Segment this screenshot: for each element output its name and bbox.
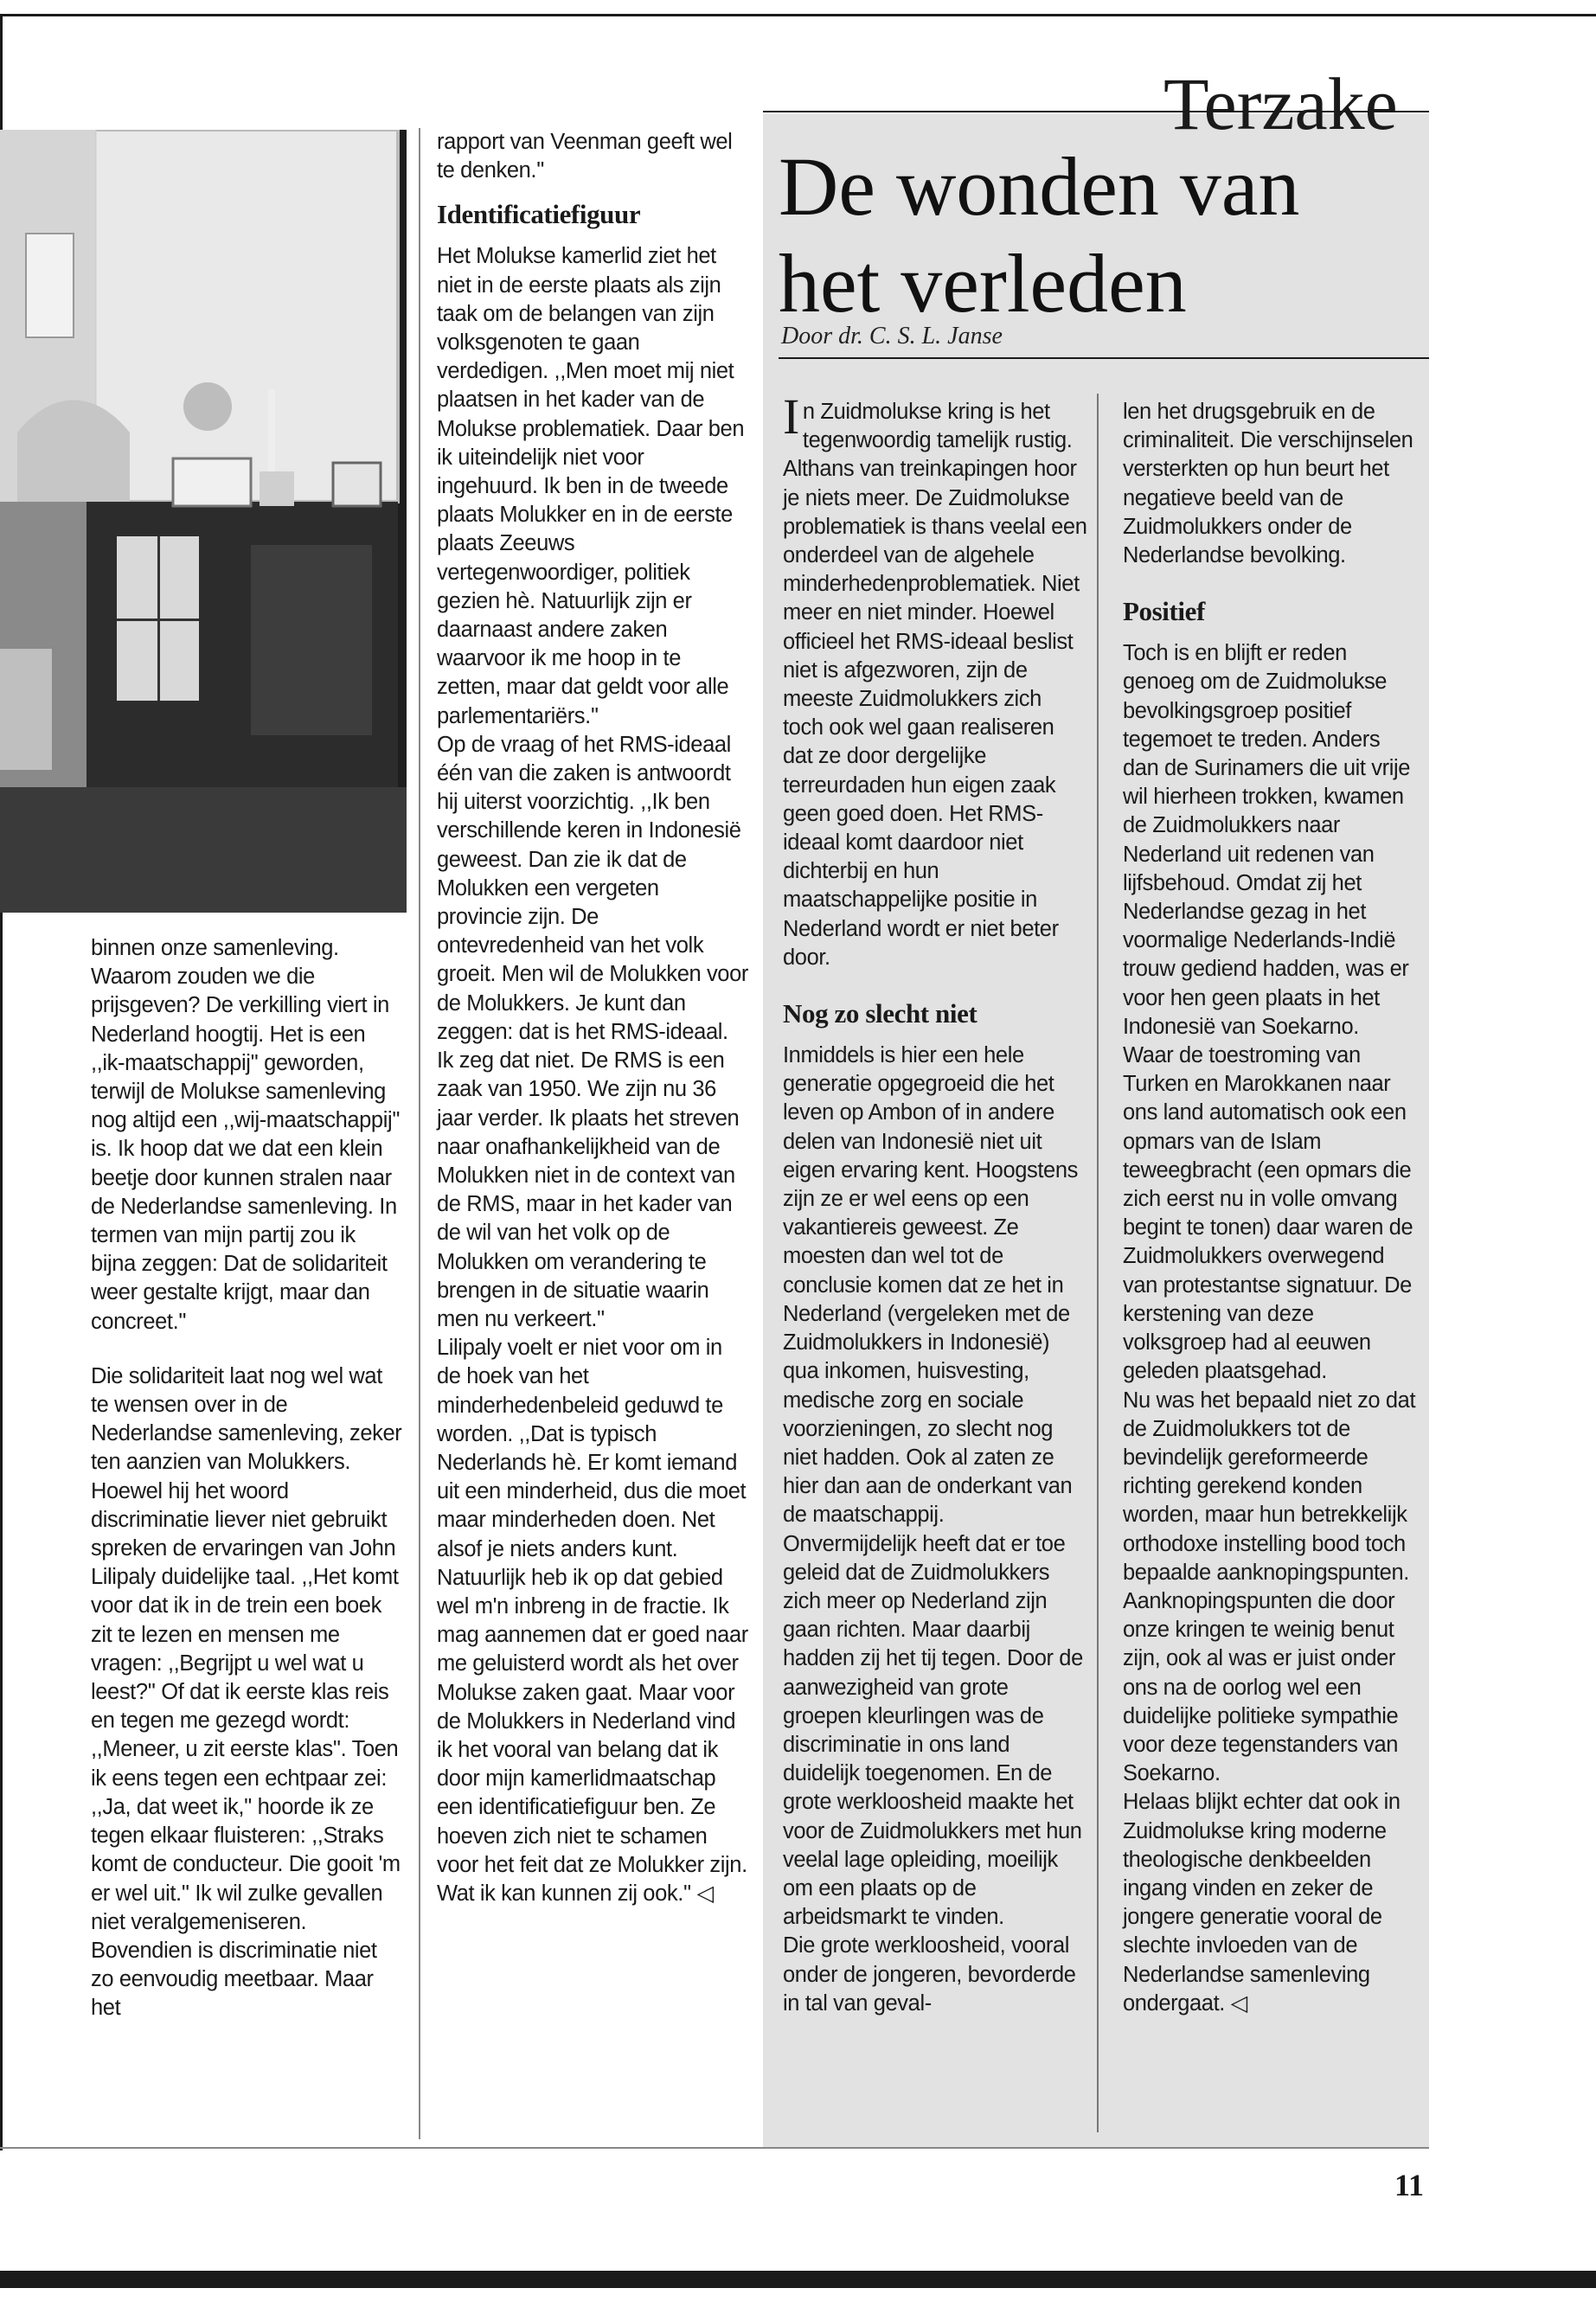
col4-heading: Positief	[1123, 596, 1205, 627]
headline	[779, 138, 1299, 332]
top-border-line	[0, 14, 1596, 16]
column-3	[783, 388, 1087, 2018]
interior-photo	[0, 130, 407, 913]
column-divider-2	[1097, 394, 1099, 2132]
col4-paragraph-1: len het drugsgebruik en de criminaliteit. Die verschijnselen versterkten op hun beurt het negatieve beeld van de Zuidmolukkers onder de Nederlandse bevolking.	[1123, 400, 1413, 568]
column-divider-1	[419, 128, 420, 2139]
col3-paragraph-2: Inmiddels is hier een hele generatie opgegroeid die het leven op Ambon of in andere delen van Indonesië niet uit eigen ervaring kent. Hoogstens zijn ze er wel eens op een vakantiereis geweest. Ze moesten dan wel tot de conclusie komen dat ze het in Nederland (vergeleken met de Zuidmolukkers in Indonesië) qua inkomen, huisvesting, medische zorg en sociale voorzieningen, zo slecht nog niet hadden. Ook al zaten ze hier dan aan de onderkant van de maatschappij.	[783, 1043, 1078, 1528]
col3-paragraph-3: Onvermijdelijk heeft dat er toe geleid dat de Zuidmolukkers zich meer op Nederland zijn gaan richten. Maar daarbij hadden zij het tij tegen. Door de aanwezigheid van grote groepen kleurlingen was de discriminatie in ons land duidelijk toegenomen. En de grote werkloosheid maakte het voor de Zuidmolukkers met hun veelal lage opleiding, moeilijk om een plaats op de arbeidsmarkt te vinden.	[783, 1531, 1083, 1930]
drop-cap: I	[783, 388, 799, 445]
col3-paragraph-4: Die grote werkloosheid, vooral onder de jongeren, bevorderde in tal van geval-	[783, 1933, 1076, 2016]
col2-paragraph-1: Het Molukse kamerlid ziet het niet in de eerste plaats als zijn taak om de belangen van zijn volksgenoten te gaan verdedigen. ,,Men moet mij niet plaatsen in het kader van de Molukse problematiek. Daar ben ik uiteindelijk niet voor ingehuurd. Ik ben in de tweede plaats Molukker en in de eerste plaats Zeeuws vertegenwoordiger, politiek gezien hè. Natuurlijk zijn er daarnaast andere zaken waarvoor ik me hoop in te zetten, maar dat geldt voor alle parlementariërs.''	[437, 244, 745, 728]
col4-paragraph-2: Toch is en blijft er reden genoeg om de Zuidmolukse bevolkingsgroep positief tegemoet te treden. Anders dan de Surinamers die uit vrije wil hierheen trokken, kwamen de Zuidmolukkers naar Nederland uit redenen van lijfsbehoud. Omdat zij het Nederlandse gezag in het voormalige Nederlands-Indië trouw gediend hadden, was er voor hen geen plaats in het Indonesië van Soekarno.	[1123, 641, 1411, 1039]
col2-heading: Identificatiefiguur	[437, 199, 641, 230]
column-4	[1123, 398, 1421, 2018]
column-2	[437, 128, 748, 1908]
bottom-border-band	[0, 2271, 1596, 2288]
byline: Door dr. C. S. L. Janse	[781, 323, 1003, 349]
col4-paragraph-4: Nu was het bepaald niet zo dat de Zuidmolukkers tot de bevindelijk gereformeerde richting gerekend konden worden, maar hun betrekkelijk orthodoxe instelling bood toch bepaalde aanknopingspunten. Aanknopingspunten die door onze kringen te weinig benut zijn, ook al was er juist onder ons na de oorlog wel een duidelijke politieke sympathie voor deze tegenstanders van Soekarno.	[1123, 1388, 1416, 1786]
col3-paragraph-1-text: n Zuidmolukse kring is het tegenwoordig tamelijk rustig. Althans van treinkapingen hoor je niets meer. De Zuidmolukse problematiek is thans veelal een onderdeel van de algehele minderhedenproblematiek. Niet meer en niet minder. Hoewel officieel het RMS-ideaal beslist niet is afgezworen, zijn de meeste Zuidmolukkers zich toch ook wel gaan realiseren dat ze door dergelijke terreurdaden hun eigen zaak geen goed doen. Het RMS-ideaal komt daardoor niet dichterbij en hun maatschappelijke positie in Nederland wordt er niet beter door.	[783, 400, 1087, 970]
col1-paragraph-2: Die solidariteit laat nog wel wat te wensen over in de Nederlandse samenleving, zeker ten aanzien van Molukkers. Hoewel hij het woord discriminatie liever niet gebruikt spreken de ervaringen van John Lilipaly duidelijke taal. ,,Het komt voor dat ik in de trein een boek zit te lezen en mensen me vragen: ,,Begrijpt u wel wat u leest?'' Of dat ik eerste klas reis en tegen me gezegd wordt: ,,Meneer, u zit eerste klas''. Toen ik eens tegen een echtpaar zei: ,,Ja, dat weet ik,'' hoorde ik ze tegen elkaar fluisteren: ,,Straks komt de conducteur. Die gooit 'm er wel uit.'' Ik wil zulke gevallen niet veralgemeniseren. Bovendien is discriminatie niet zo eenvoudig meetbaar. Maar het	[91, 1363, 402, 2021]
section-label: Terzake	[1163, 62, 1398, 145]
col2-paragraph-3: Lilipaly voelt er niet voor om in de hoek van het minderhedenbeleid geduwd te worden. ,,Dat is typisch Nederlands hè. Er komt iemand uit een minderheid, dus die moet maar minderheden doen. Net alsof je niets anders kunt. Natuurlijk heb ik op dat gebied wel m'n inbreng in de fractie. Ik mag aannemen dat er goed naar me geluisterd wordt als het over Molukse zaken gaat. Maar voor de Molukkers in Nederland vind ik het vooral van belang dat ik door mijn kamerlidmaatschap een identificatiefiguur ben. Ze hoeven zich niet te schamen voor het feit dat ze Molukker zijn. Wat ik kan kunnen zij ook.'' ◁	[437, 1336, 748, 1906]
col4-paragraph-3: Waar de toestroming van Turken en Marokkanen naar ons land automatisch ook een opmars van de Islam teweegbracht (een opmars die zich eerst nu in volle omvang begint te tonen) daar waren de Zuidmolukkers overwegend van protestantse signatuur. De kerstening van deze volksgroep had al eeuwen geleden plaatsgehad.	[1123, 1043, 1413, 1384]
headline-line-2: het verleden	[779, 237, 1187, 330]
col1-paragraph-1: binnen onze samenleving. Waarom zouden we die prijsgeven? De verkilling viert in Nederland hoogtij. Het is een ,,ik-maatschappij'' geworden, terwijl de Molukse samenleving nog altijd een ,,wij-maatschappij'' is. Ik hoop dat we dat een klein beetje door kunnen stralen naar de Nederlandse samenleving. In termen van mijn partij zou ik bijna zeggen: Dat de solidariteit weer gestalte krijgt, maar dan concreet.''	[91, 936, 401, 1334]
bottom-rule	[0, 2147, 1429, 2149]
headline-line-1: De wonden van	[779, 140, 1300, 233]
col2-paragraph-2: Op de vraag of het RMS-ideaal één van die zaken is antwoordt hij uiterst voorzichtig. ,,Ik ben verschillende keren in Indonesië geweest. Dan zie ik dat de Molukken een vergeten provincie zijn. De ontevredenheid van het volk groeit. Men wil de Molukken voor de Molukkers. Je kunt dan zeggen: dat is het RMS-ideaal. Ik zeg dat niet. De RMS is een zaak van 1950. We zijn nu 36 jaar verder. Ik plaats het streven naar onafhankelijkheid van de Molukken niet in de context van de RMS, maar in het kader van de wil van het volk op de Molukken om verandering te brengen in de situatie waarin men nu verkeert.''	[437, 732, 748, 1331]
byline-rule	[779, 357, 1429, 359]
col3-paragraph-1	[783, 388, 1087, 972]
col4-paragraph-5: Helaas blijkt echter dat ook in Zuidmolukse kring moderne theologische denkbeelden ingang vinden en zeker de jongere generatie vooral de slechte invloeden van de Nederlandse samenleving ondergaat. ◁	[1123, 1790, 1401, 2016]
col3-heading: Nog zo slecht niet	[783, 998, 977, 1029]
col2-intro: rapport van Veenman geeft wel te denken.''	[437, 130, 733, 183]
interior-photo-drawing	[0, 130, 407, 913]
page-number: 11	[1394, 2168, 1425, 2202]
column-1	[91, 934, 402, 2023]
